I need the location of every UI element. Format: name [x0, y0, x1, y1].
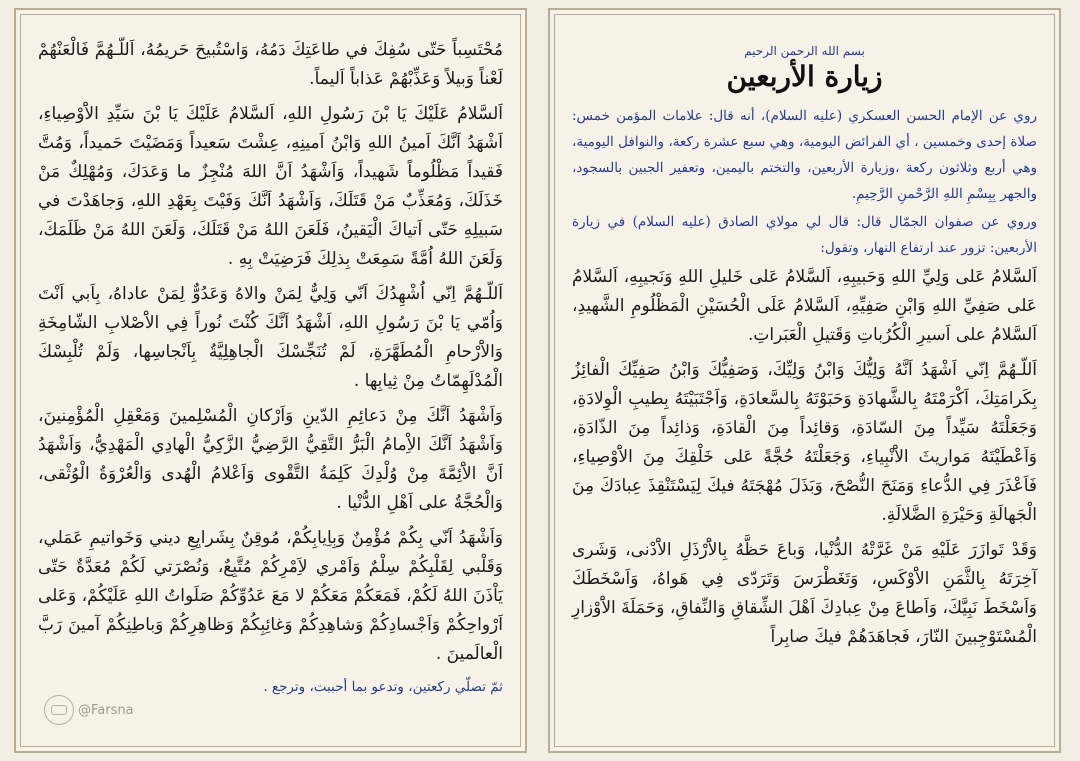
watermark: [44, 695, 134, 725]
right-page-content: [572, 36, 1037, 733]
prayer-paragraph: مُحْتَسِباً حَتّى سُفِكَ في طاعَتِكَ دَمُهُ، وَاسْتُبيحَ حَريمُهُ، اَللّـهُمَّ فَالْعَنْهُمْ لَعْناً وَبيلاً وَعَذِّبْهُمْ عَذاباً اَليماً.: [38, 40, 503, 89]
prayer-paragraph: وَقَدْ تَوازَرَ عَلَيْهِ مَنْ غَرَّتْهُ الدُّنْيا، وَباعَ حَظَّهُ بِالاَْرْذَلِ الاَْدْنى، وَشَرى آخِرَتَهُ بِالثَّمَنِ الاَْوْكَسِ، وَتَغَطْرَسَ وَتَرَدّى فِي هَواهُ، وَاَسْخَطَكَ وَاَسْخَطَ نَبِيَّكَ، وَاَطاعَ مِنْ عِبادِكَ اَهْلَ الشِّقاقِ وَالنِّفاقِ، وَحَمَلَةَ الاَْوْزارِ الْمُسْتَوْجِبينَ النّارَ، فَجاهَدَهُمْ فيكَ صابِراً: [572, 540, 1037, 647]
intro-paragraph: وروي عن صفوان الجمّال قال: قال لي مولاي الصادق (عليه السلام) في زيارة الأربعين: تزور عند ارتفاع النهار، وتقول:: [572, 214, 1037, 256]
prayer-paragraph: اَللّـهُمَّ اِنّي اُشْهِدُكَ اَنّي وَلِيٌّ لِمَنْ والاهُ وَعَدُوٌّ لِمَنْ عاداهُ، بِاَبي اَنْتَ وَاُمّي يَا بْنَ رَسُولِ اللهِ، اَشْهَدُ اَنَّكَ كُنْتَ نُوراً فِي الاَْصْلابِ الشّامِخَةِ وَالاَْرْحامِ الْمُطَهَّرَةِ، لَمْ تُنَجِّسْكَ الْجاهِلِيَّةُ بِاَنْجاسِها، وَلَمْ تُلْبِسْكَ الْمُدْلَهِمّاتُ مِنْ ثِيابِها .: [38, 284, 503, 391]
prayer-paragraph: وَاَشْهَدُ اَنّي بِكُمْ مُؤْمِنٌ وَبِاِيابِكُمْ، مُوقِنٌ بِشَرايِعِ ديني وَخَواتيمِ عَمَلي، وَقَلْبي لِقَلْبِكُمْ سِلْمٌ وَاَمْري لاَِمْرِكُمْ مُتَّبِعٌ، وَنُصْرَتي لَكُمْ مُعَدَّةٌ حَتّى يَاْذَنَ اللهُ لَكُمْ، فَمَعَكُمْ مَعَكُمْ لا مَعَ عَدُوِّكُمْ صَلَواتُ اللهِ عَلَيْكُمْ، وَعَلى اَرْواحِكُمْ وَاَجْسادِكُمْ وَشاهِدِكُمْ وَغائِبِكُمْ وَظاهِرِكُمْ وَباطِنِكُمْ آمينَ رَبَّ الْعالَمينَ .: [38, 528, 503, 664]
left-page-content: [38, 36, 503, 733]
farsna-logo-icon: [44, 695, 74, 725]
prayer-paragraph: اَللّـهُمَّ اِنّي اَشْهَدُ اَنَّهُ وَلِيُّكَ وَابْنُ وَلِيِّكَ، وَصَفِيُّكَ وَابْنُ صَفِيِّكَ الْفائِزُ بِكَرامَتِكَ، اَكْرَمْتَهُ بِالشَّهادَةِ وَحَبَوْتَهُ بِالسَّعادَةِ، وَاَجْتَبَيْتَهُ بِطيبِ الْوِلادَةِ، وَجَعَلْتَهُ سَيِّداً مِنَ السّادَةِ، وَقائِداً مِنَ الْقادَةِ، وَذائِداً مِنَ الذّادَةِ، وَاَعْطَيْتَهُ مَواريثَ الاَْنْبِياءِ، وَجَعَلْتَهُ حُجَّةً عَلى خَلْقِكَ مِنَ الاَْوْصِياءِ، فَاَعْذَرَ فِي الدُّعاءِ وَمَنَحَ النُّصْحَ، وَبَذَلَ مُهْجَتَهُ فيكَ لِيَسْتَنْقِذَ عِبادَكَ مِنَ الْجَهالَةِ وَحَيْرَةِ الضَّلالَةِ.: [572, 360, 1037, 525]
right-page: [548, 8, 1061, 753]
prayer-paragraph: وَاَشْهَدُ اَنَّكَ مِنْ دَعائِمِ الدّينِ وَاَرْكانِ الْمُسْلِمينَ وَمَعْقِلِ الْمُؤْمِنينَ، وَاَشْهَدُ اَنَّكَ الاِْمامُ الْبَرُّ التَّقِيُّ الرَّضِيُّ الزَّكِيُّ الْهادِي الْمَهْدِيُّ، وَاَشْهَدُ اَنَّ الاَْئِمَّةَ مِنْ وُلْدِكَ كَلِمَةُ التَّقْوى وَاَعْلامُ الْهُدى وَالْعُرْوَةُ الْوُثْقى، وَالْحُجَّةُ على اَهْلِ الدُّنْيا .: [38, 406, 503, 513]
closing-instruction: ثمّ تصلّي ركعتين، وتدعو بما أحببت، وترجع .: [263, 679, 503, 695]
watermark-handle: @Farsna: [78, 702, 134, 718]
basmala: بسم الله الرحمن الرحيم: [744, 44, 865, 58]
prayer-paragraph: اَلسَّلامُ عَلى وَلِيِّ اللهِ وَحَبيبِهِ، اَلسَّلامُ عَلى خَليلِ اللهِ وَنَجيبِهِ، اَلسَّلامُ عَلى صَفِيِّ اللهِ وَابْنِ صَفِيِّهِ، اَلسَّلامُ عَلَى الْحُسَيْنِ الْمَظْلُومِ الشَّهيدِ، اَلسَّلامُ على اَسيرِ الْكُرُباتِ وَقَتيلِ الْعَبَراتِ.: [572, 267, 1037, 345]
intro-paragraph: روي عن الإمام الحسن العسكري (عليه السلام)، أنه قال: علامات المؤمن خمس: صلاة إحدى وخمسين ، أي الفرائض اليومية، وهي سبع عشرة ركعة، والنوافل اليومية، وهي أربع وثلاثون ركعة ،وزيارة الأربعين، والتختم باليمين، وتعفير الجبين بالسجود، والجهر بِبِسْمِ اللهِ الرَّحْمنِ الرَّحِيمِ.: [572, 108, 1037, 202]
prayer-paragraph: اَلسَّلامُ عَلَيْكَ يَا بْنَ رَسُولِ اللهِ، اَلسَّلامُ عَلَيْكَ يَا بْنَ سَيِّدِ الاَْوْصِياءِ، اَشْهَدُ اَنَّكَ اَمينُ اللهِ وَابْنُ اَمينِهِ، عِشْتَ سَعيداً وَمَضَيْتَ حَميداً، وَمُتَّ فَقيداً مَظْلُوماً شَهيداً، وَاَشْهَدُ اَنَّ اللهَ مُنْجِزٌ ما وَعَدَكَ، وَمُهْلِكٌ مَنْ خَذَلَكَ، وَمُعَذِّبٌ مَنْ قَتَلَكَ، وَاَشْهَدُ اَنَّكَ وَفَيْتَ بِعَهْدِ اللهِ، وَجاهَدْتَ في سَبيلِهِ حَتّى اَتياكَ الْيَقينُ، فَلَعَنَ اللهُ مَنْ قَتَلَكَ، وَلَعَنَ اللهُ مَنْ ظَلَمَكَ، وَلَعَنَ اللهُ اُمَّةً سَمِعَتْ بِذلِكَ فَرَضِيَتْ بِهِ .: [38, 104, 503, 269]
page-title: زيارة الأربعين: [726, 60, 883, 93]
left-page: [14, 8, 527, 753]
